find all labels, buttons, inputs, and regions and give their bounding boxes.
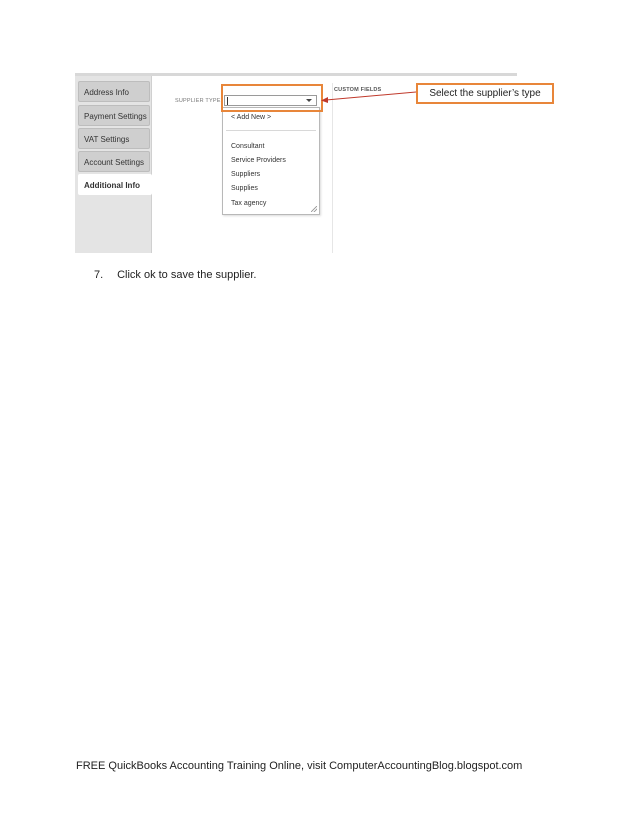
tab-account-settings[interactable]: Account Settings <box>78 151 150 172</box>
dropdown-option-tax-agency[interactable]: Tax agency <box>231 200 267 207</box>
resize-grip-icon[interactable] <box>311 206 317 212</box>
page-footer: FREE QuickBooks Accounting Training Online, visit ComputerAccountingBlog.blogspot.com <box>76 760 523 772</box>
callout-text: Select the supplier’s type <box>429 88 541 99</box>
settings-sidebar <box>75 76 152 253</box>
dropdown-option-supplies[interactable]: Supplies <box>231 185 258 192</box>
supplier-type-dropdown <box>222 107 320 215</box>
tab-vat-settings[interactable]: VAT Settings <box>78 128 150 149</box>
dropdown-option-consultant[interactable]: Consultant <box>231 143 265 150</box>
step-text: Click ok to save the supplier. <box>117 269 257 281</box>
highlight-box <box>221 84 323 112</box>
tab-address-info[interactable]: Address Info <box>78 81 150 102</box>
tab-payment-settings[interactable]: Payment Settings <box>78 105 150 126</box>
instruction-step <box>94 269 256 281</box>
callout-arrow-icon <box>320 90 418 104</box>
custom-fields-label: CUSTOM FIELDS <box>334 87 382 93</box>
supplier-type-label: SUPPLIER TYPE <box>175 98 221 104</box>
callout-box <box>416 83 554 104</box>
dropdown-option-service-providers[interactable]: Service Providers <box>231 157 286 164</box>
dropdown-separator <box>226 130 316 131</box>
tab-additional-info[interactable]: Additional Info <box>78 174 152 195</box>
step-number: 7. <box>94 269 104 281</box>
dropdown-option-suppliers[interactable]: Suppliers <box>231 171 261 178</box>
custom-fields-divider <box>332 83 333 253</box>
dropdown-option-add-new[interactable]: < Add New > <box>231 114 272 121</box>
